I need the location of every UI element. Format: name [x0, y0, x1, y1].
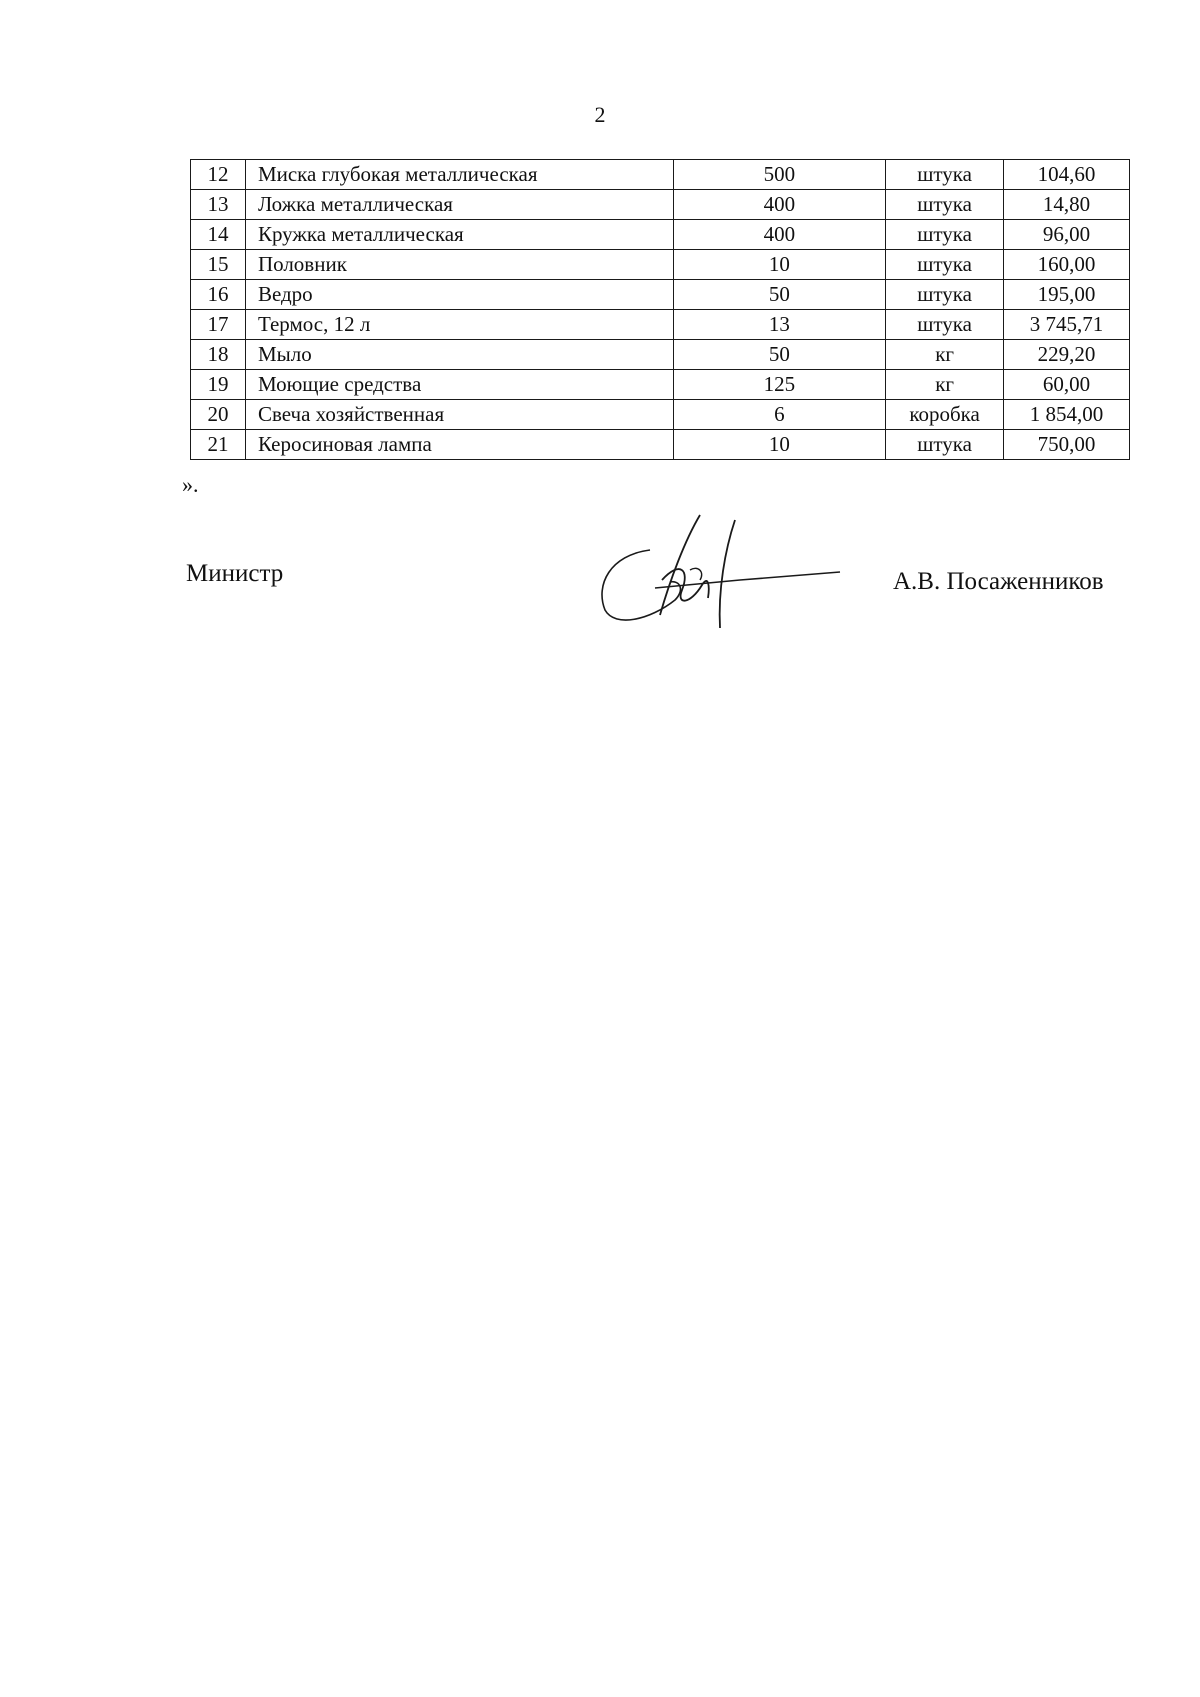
item-quantity: 50 [673, 280, 886, 310]
signer-title: Министр [186, 560, 284, 587]
item-quantity: 6 [673, 400, 886, 430]
item-name: Миска глубокая металлическая [245, 160, 673, 190]
row-number: 18 [191, 340, 246, 370]
handwritten-signature-icon [590, 510, 850, 630]
row-number: 12 [191, 160, 246, 190]
row-number: 21 [191, 430, 246, 460]
items-table-body [191, 160, 1130, 460]
table-row [191, 430, 1130, 460]
table-row [191, 340, 1130, 370]
item-price: 3 745,71 [1004, 310, 1130, 340]
item-price: 14,80 [1004, 190, 1130, 220]
item-unit: кг [886, 340, 1004, 370]
item-name: Кружка металлическая [245, 220, 673, 250]
table-row [191, 190, 1130, 220]
item-unit: штука [886, 310, 1004, 340]
item-price: 229,20 [1004, 340, 1130, 370]
row-number: 20 [191, 400, 246, 430]
table-row [191, 220, 1130, 250]
signer-name: А.В. Посаженников [893, 568, 1104, 595]
item-price: 96,00 [1004, 220, 1130, 250]
item-price: 160,00 [1004, 250, 1130, 280]
row-number: 19 [191, 370, 246, 400]
item-price: 60,00 [1004, 370, 1130, 400]
item-price: 195,00 [1004, 280, 1130, 310]
item-quantity: 400 [673, 190, 886, 220]
item-unit: штука [886, 220, 1004, 250]
item-price: 750,00 [1004, 430, 1130, 460]
item-quantity: 10 [673, 430, 886, 460]
item-name: Мыло [245, 340, 673, 370]
item-unit: штука [886, 190, 1004, 220]
table-row [191, 250, 1130, 280]
page-number: 2 [594, 102, 606, 127]
item-unit: штука [886, 160, 1004, 190]
item-name: Термос, 12 л [245, 310, 673, 340]
item-quantity: 500 [673, 160, 886, 190]
table-row [191, 160, 1130, 190]
item-name: Свеча хозяйственная [245, 400, 673, 430]
item-name: Половник [245, 250, 673, 280]
row-number: 17 [191, 310, 246, 340]
closing-quote: ». [182, 472, 199, 497]
item-unit: кг [886, 370, 1004, 400]
item-unit: коробка [886, 400, 1004, 430]
item-name: Моющие средства [245, 370, 673, 400]
item-name: Керосиновая лампа [245, 430, 673, 460]
row-number: 14 [191, 220, 246, 250]
row-number: 16 [191, 280, 246, 310]
table-row [191, 310, 1130, 340]
table-row [191, 400, 1130, 430]
item-quantity: 10 [673, 250, 886, 280]
item-price: 104,60 [1004, 160, 1130, 190]
items-table [190, 159, 1130, 460]
item-name: Ложка металлическая [245, 190, 673, 220]
item-unit: штука [886, 250, 1004, 280]
item-quantity: 125 [673, 370, 886, 400]
item-quantity: 400 [673, 220, 886, 250]
row-number: 15 [191, 250, 246, 280]
table-row [191, 370, 1130, 400]
item-unit: штука [886, 430, 1004, 460]
table-row [191, 280, 1130, 310]
item-quantity: 50 [673, 340, 886, 370]
item-unit: штука [886, 280, 1004, 310]
row-number: 13 [191, 190, 246, 220]
item-price: 1 854,00 [1004, 400, 1130, 430]
item-quantity: 13 [673, 310, 886, 340]
item-name: Ведро [245, 280, 673, 310]
